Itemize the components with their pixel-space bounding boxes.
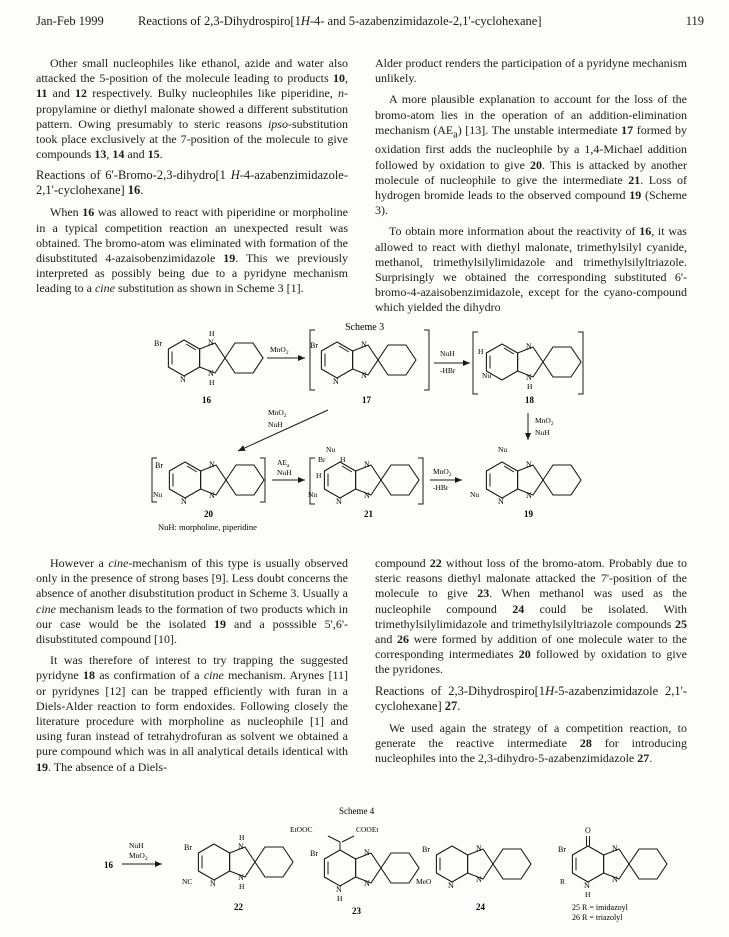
svg-text:N: N bbox=[584, 881, 590, 890]
svg-text:Nu: Nu bbox=[308, 490, 318, 499]
svg-text:N: N bbox=[209, 460, 215, 469]
svg-text:H: H bbox=[239, 882, 245, 891]
svg-text:N: N bbox=[364, 848, 370, 857]
svg-text:N: N bbox=[336, 497, 342, 506]
reagent-label: MnO$_2$ bbox=[433, 467, 452, 478]
svg-text:N: N bbox=[180, 375, 186, 384]
compound-label: 18 bbox=[525, 395, 534, 405]
compound-label: 17 bbox=[362, 395, 371, 405]
paragraph: Alder product renders the participation of a pyridyne mechanism unlikely. bbox=[375, 56, 687, 86]
column-left-top bbox=[36, 56, 348, 303]
structure-16 bbox=[154, 329, 263, 387]
structure-24 bbox=[416, 844, 531, 890]
svg-text:N: N bbox=[208, 369, 214, 378]
svg-text:N: N bbox=[476, 875, 482, 884]
ester-group: EtOOC bbox=[290, 825, 313, 834]
svg-text:N: N bbox=[498, 497, 504, 506]
svg-text:Br: Br bbox=[310, 341, 318, 350]
svg-text:N: N bbox=[526, 373, 532, 382]
structure-20 bbox=[153, 460, 264, 506]
svg-text:Nu: Nu bbox=[153, 490, 163, 499]
compound-label: 21 bbox=[364, 509, 373, 519]
svg-text:Br: Br bbox=[184, 843, 192, 852]
svg-text:Br: Br bbox=[318, 455, 326, 464]
scheme-4 bbox=[92, 800, 692, 930]
svg-text:H: H bbox=[239, 833, 245, 842]
structure-25-26 bbox=[558, 826, 667, 899]
svg-text:Nu: Nu bbox=[498, 445, 508, 454]
svg-text:Nu: Nu bbox=[482, 371, 492, 380]
svg-text:Nu: Nu bbox=[326, 445, 336, 454]
paragraph: We used again the strategy of a competition reaction, to generate the reactive intermediate 28 for introducing nucleophiles into the 2,3-dihydro-5-azabenzimidazole 27. bbox=[375, 720, 687, 766]
svg-text:H: H bbox=[527, 382, 533, 391]
structure-17 bbox=[310, 340, 416, 386]
svg-text:H: H bbox=[316, 471, 322, 480]
page-number: 119 bbox=[685, 14, 704, 28]
svg-text:R: R bbox=[560, 877, 566, 886]
running-header bbox=[36, 14, 704, 32]
svg-text:N: N bbox=[612, 875, 618, 884]
svg-text:N: N bbox=[612, 844, 618, 853]
scheme-title: Scheme 3 bbox=[345, 322, 385, 333]
svg-text:H: H bbox=[209, 378, 215, 387]
compound-label: 19 bbox=[524, 509, 533, 519]
svg-text:N: N bbox=[238, 873, 244, 882]
svg-text:N: N bbox=[361, 340, 367, 349]
svg-text:H: H bbox=[478, 347, 484, 356]
svg-text:N: N bbox=[364, 879, 370, 888]
svg-text:H: H bbox=[340, 455, 346, 464]
compound-label: 16 bbox=[104, 860, 113, 870]
compound-label: 26 R = triazolyl bbox=[572, 913, 623, 922]
paragraph: Other small nucleophiles like ethanol, azide and water also attacked the 5-position of the molecule leading to products 10, 11 and 12 respectively. Bulky nucleophiles like piperidine, n-propylamine or diethyl malonate showed a different substitution pattern. Owing presumably to steric reasons ipso-substitution took place exclusively at the 7-position of the molecule to give compounds 13, 14 and 15. bbox=[36, 56, 348, 162]
svg-text:Br: Br bbox=[154, 339, 162, 348]
svg-text:Br: Br bbox=[155, 461, 163, 470]
svg-text:N: N bbox=[448, 881, 454, 890]
compound-label: 23 bbox=[352, 906, 361, 916]
compound-label: 16 bbox=[202, 395, 211, 405]
structure-19 bbox=[470, 445, 581, 506]
reagent-label: MnO$_2$ bbox=[268, 408, 287, 419]
svg-text:N: N bbox=[238, 842, 244, 851]
reagent-label: MnO$_2$ bbox=[129, 851, 148, 862]
reagent-label: NuH bbox=[440, 349, 455, 358]
svg-text:N: N bbox=[336, 885, 342, 894]
svg-text:N: N bbox=[333, 377, 339, 386]
paragraph: It was therefore of interest to try trapping the suggested pyridyne 18 as confirmation of a cine mechanism. Arynes [11] or pyridynes [12] can be trapped efficiently with furan in a Diels-Alder reaction to form endoxides. Following closely the literature procedure with morpholine as nucleophile [1] and using furan instead of tetrahydrofuran as solvent we obtained a pure compound which was in all analytical details identical with 19. The absence of a Diels- bbox=[36, 653, 348, 774]
structure-22 bbox=[182, 833, 293, 891]
reagent-label: -HBr bbox=[440, 366, 456, 375]
section-heading: Reactions of 6'-Bromo-2,3-dihydro[1 H-4-azabenzimidazole-2,1'-cyclohexane] 16. bbox=[36, 168, 348, 198]
structure-18 bbox=[478, 342, 581, 391]
svg-text:N: N bbox=[476, 844, 482, 853]
svg-text:Br: Br bbox=[558, 845, 566, 854]
svg-text:NC: NC bbox=[182, 877, 193, 886]
paragraph: However a cine-mechanism of this type is usually observed only in the presence of strong bases [9]. Less doubt concerns the absence of another disubstitution product in Scheme 3. Usually a cine mechanism leads to the formation of two products which in our case would be the isolated 19 and a posssible 5',6'-disubstituted compound [10]. bbox=[36, 556, 348, 647]
journal-date: Jan-Feb 1999 bbox=[36, 14, 104, 28]
reagent-label: NuH bbox=[268, 420, 283, 429]
section-heading: Reactions of 2,3-Dihydrospiro[1H-5-azabenzimidazole 2,1'-cyclohexane] 27. bbox=[375, 683, 687, 713]
column-right-bottom bbox=[375, 556, 687, 772]
ester-group: COOEt bbox=[356, 825, 379, 834]
svg-text:MeO: MeO bbox=[416, 877, 432, 886]
scheme-3 bbox=[140, 318, 590, 536]
paragraph: To obtain more information about the reactivity of 16, it was allowed to react with diethyl malonate, trimethylsilyl cyanide, methanol, trimethylsilylimidazole and trimethylsilyltriazole. Surprisingly we obtained the corresponding substituted 6'-bromo-4-azaisobenzimidazole, except for the cyano-compound which yielded the dihydro bbox=[375, 224, 687, 315]
compound-label: 24 bbox=[476, 902, 485, 912]
svg-text:H: H bbox=[209, 329, 215, 338]
svg-text:N: N bbox=[364, 491, 370, 500]
reagent-label: NuH bbox=[277, 468, 292, 477]
svg-text:H: H bbox=[337, 894, 343, 903]
running-title: Reactions of 2,3-Dihydrospiro[1H-4- and 5-azabenzimidazole-2,1'-cyclohexane] bbox=[138, 14, 542, 28]
scheme-title: Scheme 4 bbox=[339, 806, 375, 816]
svg-text:Br: Br bbox=[422, 845, 430, 854]
compound-label: 20 bbox=[204, 509, 213, 519]
structure-21 bbox=[308, 445, 419, 506]
structure-23 bbox=[310, 842, 419, 903]
paragraph: When 16 was allowed to react with piperidine or morpholine in a typical competition reaction an unexpected result was obtained. The bromo-atom was eliminated with formation of the disubstituted 4-azaisobenzimidazole 19. This we previously interpreted as possibly being due to a pyridyne mechanism leading to a cine substitution as shown in Scheme 3 [1]. bbox=[36, 205, 348, 296]
column-left-bottom bbox=[36, 556, 348, 781]
reagent-label: $AE_a$ bbox=[277, 458, 290, 469]
svg-text:N: N bbox=[210, 879, 216, 888]
svg-text:N: N bbox=[209, 491, 215, 500]
reagent-label: MnO$_2$ bbox=[270, 345, 289, 356]
svg-text:N: N bbox=[208, 338, 214, 347]
svg-text:Br: Br bbox=[310, 849, 318, 858]
reagent-label: NuH bbox=[535, 428, 550, 437]
reagent-label: -HBr bbox=[433, 483, 449, 492]
reagent-label: NuH bbox=[129, 841, 144, 850]
svg-text:N: N bbox=[364, 460, 370, 469]
column-right-top bbox=[375, 56, 687, 322]
paragraph: A more plausible explanation to account for the loss of the bromo-atom lies in the operation of an addition-elimination mechanism $(AE_a)$ [13]. The unstable intermediate 17 formed by oxidation first adds the nucleophile by a 1,4-Michael addition followed by oxidation to give 20. This is attacked by another molecule of nucleophile to give the intermediate 21. Loss of hydrogen bromide leads to the observed compound 19 (Scheme 3). bbox=[375, 92, 687, 218]
svg-text:N: N bbox=[526, 491, 532, 500]
svg-text:N: N bbox=[526, 342, 532, 351]
svg-text:H: H bbox=[585, 890, 591, 899]
compound-label: 22 bbox=[234, 902, 243, 912]
svg-text:Nu: Nu bbox=[470, 490, 480, 499]
compound-label: 25 R = imidazoyl bbox=[572, 903, 628, 912]
scheme-footnote: NuH: morpholine, piperidine bbox=[158, 522, 257, 532]
paragraph: compound 22 without loss of the bromo-atom. Probably due to steric reasons diethyl malonate attacked the 7'-position of the molecule to give 23. When methanol was used as the nucleophile compound 24 could be isolated. With trimethylsilylimidazole and trimethylsilyltriazole compounds 25 and 26 were formed by addition of one molecule water to the corresponding intermediates 20 followed by oxidation to give the pyridones. bbox=[375, 556, 688, 677]
reagent-label: MnO$_2$ bbox=[535, 416, 554, 427]
svg-text:N: N bbox=[361, 371, 367, 380]
svg-text:N: N bbox=[526, 460, 532, 469]
svg-text:O: O bbox=[585, 826, 591, 835]
svg-text:N: N bbox=[181, 497, 187, 506]
